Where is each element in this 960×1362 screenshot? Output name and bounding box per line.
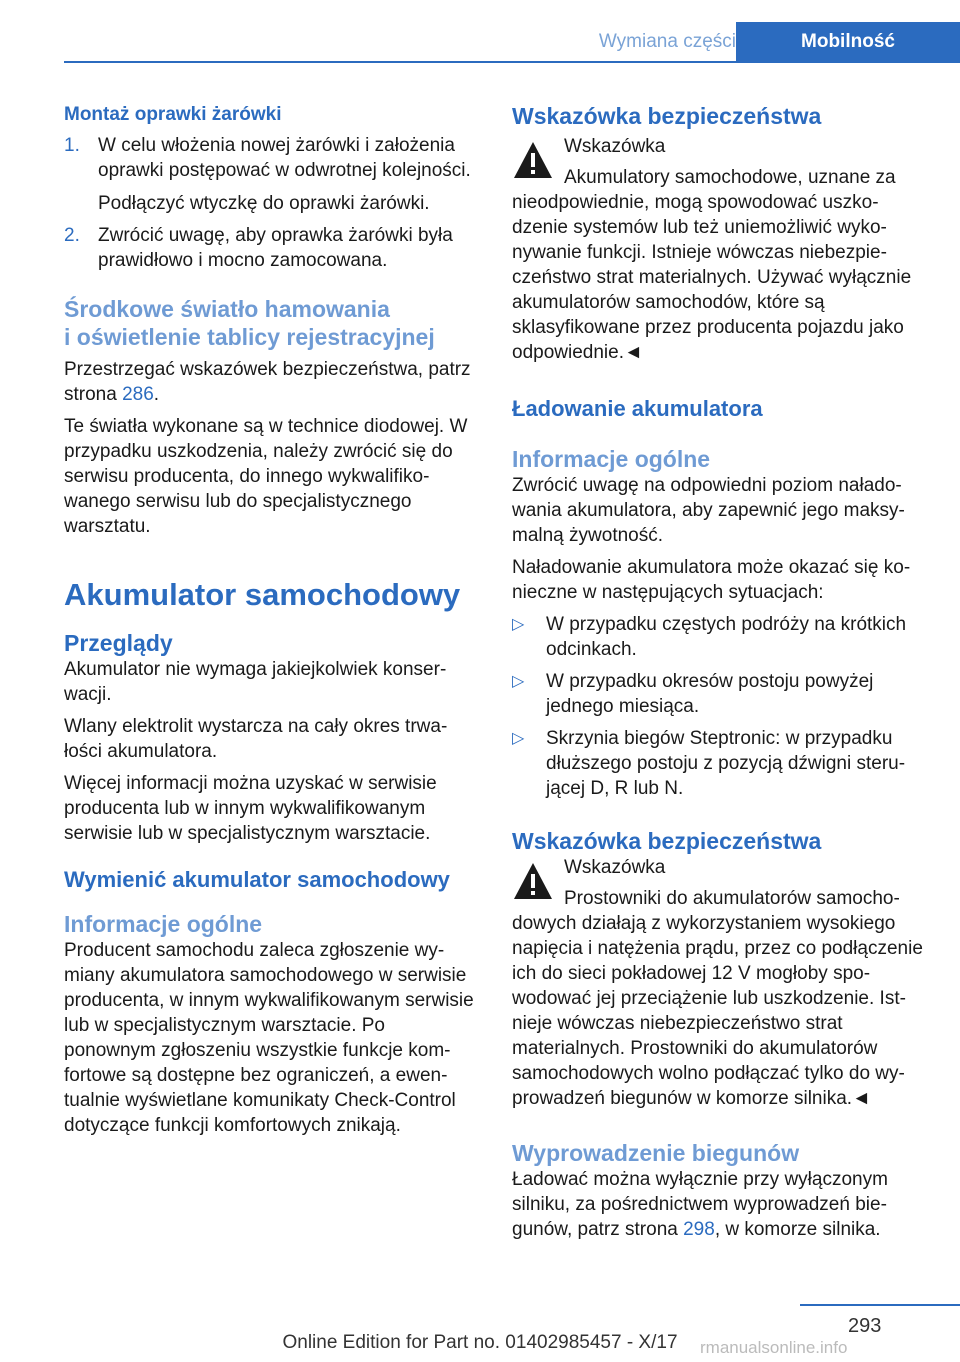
heading-brake-light-line1: Środkowe światło hamowania [64,296,390,322]
list-item-text-3: Skrzynia biegów Steptronic: w przypadku dłuższego postoju z pozycją dźwigni sterującej D, R lub N. [546,728,906,799]
footer-edition [0,1332,960,1357]
header-chapter-tab[interactable]: Mobilność [736,22,960,62]
heading-safety-note-2: Wskazówka bezpieczeństwa [512,828,822,854]
heading-bulb-mount: Montaż oprawki żarówki [64,104,282,125]
footer-edition-text: Online Edition for Part no. 01402985457 - X/17 [282,1332,678,1353]
heading-safety-note-1: Wskazówka bezpieczeństwa [512,103,822,129]
header-rule [64,61,960,63]
step-1-subtext: Podłączyć wtyczkę do oprawki żarówki. [98,193,430,214]
list-item [512,669,926,719]
footer-rule [800,1304,960,1306]
list-item [512,612,926,662]
bullet-triangle-icon: ▷ [512,730,525,747]
safety-note-1-text: Akumulatory samochodowe, uznane za nieodpowiednie, mogą spowodować uszkodzenie systemów lub też uniemożliwić wykonywanie funkcji. Istnieje wówczas niebezpieczeństwo strat materialnych. Używać wyłącznie akumulatorów samochodów, które są sklasyfikowane przez producenta pojazdu jako odpowiednie.◄ [512,167,912,363]
terminals-paragraph-end: , w komorze silnika. [714,1219,881,1240]
heading-brake-light [64,295,478,351]
heading-car-battery: Akumulator samochodowy [64,577,461,612]
step-1-number: 1. [64,135,80,156]
page-link-286[interactable]: 286 [122,384,154,405]
charge-paragraph-1: Zwrócić uwagę na odpowiedni poziom naładowania akumulatora, aby zapewnić jego maksymalną żywotność. [512,475,905,546]
safety-note-2-text: Prostowniki do akumulatorów samochodowych działają z wykorzystaniem wysokiego napięcia i natężenia prądu, przez co podłączenie ich do sieci pokładowej 12 V mogłoby spowodować jej przeciążenie lub uszkodzenie. Istnieje wówczas niebezpieczeństwo strat materialnych. Prostowniki do akumulatorów samochodowych wolno podłączać tylko do wyprowadzeń biegunów w komorze silnika.◄ [512,888,923,1109]
brake-paragraph-1-end: . [153,384,160,405]
bullet-triangle-icon: ▷ [512,673,525,690]
charge-paragraph-2: Naładowanie akumulatora może okazać się konieczne w następujących sytuacjach: [512,557,911,603]
review-paragraph-2: Wlany elektrolit wystarcza na cały okres trwałości akumulatora. [64,716,448,762]
list-item-text-2: W przypadku okresów postoju powyżej jednego miesiąca. [546,671,874,717]
page-link-298[interactable]: 298 [683,1219,715,1240]
left-column [64,102,478,1145]
heading-battery-terminals: Wyprowadzenie biegunów [512,1140,800,1166]
brake-paragraph-1-text: Przestrzegać wskazówek bezpieczeństwa, patrz strona [64,359,471,405]
safety-note-2-label: Wskazówka [564,857,666,878]
right-column [512,102,926,1249]
brake-paragraph-2: Te światła wykonane są w technice diodowej. W przypadku uszkodzenia, należy zwrócić się do serwisu producenta, do innego wykwalifikowanego serwisu lub do specjalistycznego warsztatu. [64,416,468,537]
heading-brake-light-line2: i oświetlenie tablicy rejestracyjnej [64,324,435,350]
list-item [512,726,926,801]
step-2-number: 2. [64,225,80,246]
heading-general-info-left: Informacje ogólne [64,911,263,937]
brake-paragraph-1 [64,357,478,407]
terminals-paragraph-text: Ładować można wyłącznie przy wyłączonym silniku, za pośrednictwem wyprowadzeń biegunów, patrz strona [512,1169,888,1240]
page-header [0,22,960,62]
safety-note-1-label: Wskazówka [564,136,666,157]
safety-note-2 [512,855,926,1111]
page-number: 293 [848,1315,882,1337]
heading-replace-battery: Wymienić akumulator samochodowy [64,867,450,892]
heading-general-info-right: Informacje ogólne [512,446,711,472]
replace-paragraph: Producent samochodu zaleca zgłoszenie wymiany akumulatora samochodowego w serwisie producenta, w innym wykwalifikowanym serwisie lub w specjalistycznym warsztacie. Po ponownym zgłoszeniu wszystkie funkcje komfortowe są dostępne bez ograniczeń, a ewentualnie wyświetlane komunikaty Check-Control dotyczące funkcji komfortowych znikają. [64,940,474,1136]
step-2 [64,223,478,273]
review-paragraph-1: Akumulator nie wymaga jakiejkolwiek konserwacji. [64,659,447,705]
terminals-paragraph [512,1167,926,1242]
header-section-title: Wymiana części [598,31,736,52]
step-1 [64,133,478,216]
bullet-triangle-icon: ▷ [512,616,525,633]
warning-triangle-icon [512,861,554,901]
safety-note-1 [512,134,926,365]
list-item-text-1: W przypadku częstych podróży na krótkich odcinkach. [546,614,907,660]
heading-reviews: Przeglądy [64,630,173,656]
review-paragraph-3: Więcej informacji można uzyskać w serwisie producenta lub w innym wykwalifikowanym serwisie lub w specjalistycznym warsztacie. [64,773,437,844]
footer-watermark: rmanualsonline.info [700,1338,848,1357]
heading-charging: Ładowanie akumulatora [512,396,763,421]
warning-triangle-icon [512,140,554,180]
step-1-text: W celu włożenia nowej żarówki i założenia oprawki postępować w odwrotnej kolejności. [98,135,471,181]
step-2-text: Zwrócić uwagę, aby oprawka żarówki była prawidłowo i mocno zamocowana. [98,225,453,271]
